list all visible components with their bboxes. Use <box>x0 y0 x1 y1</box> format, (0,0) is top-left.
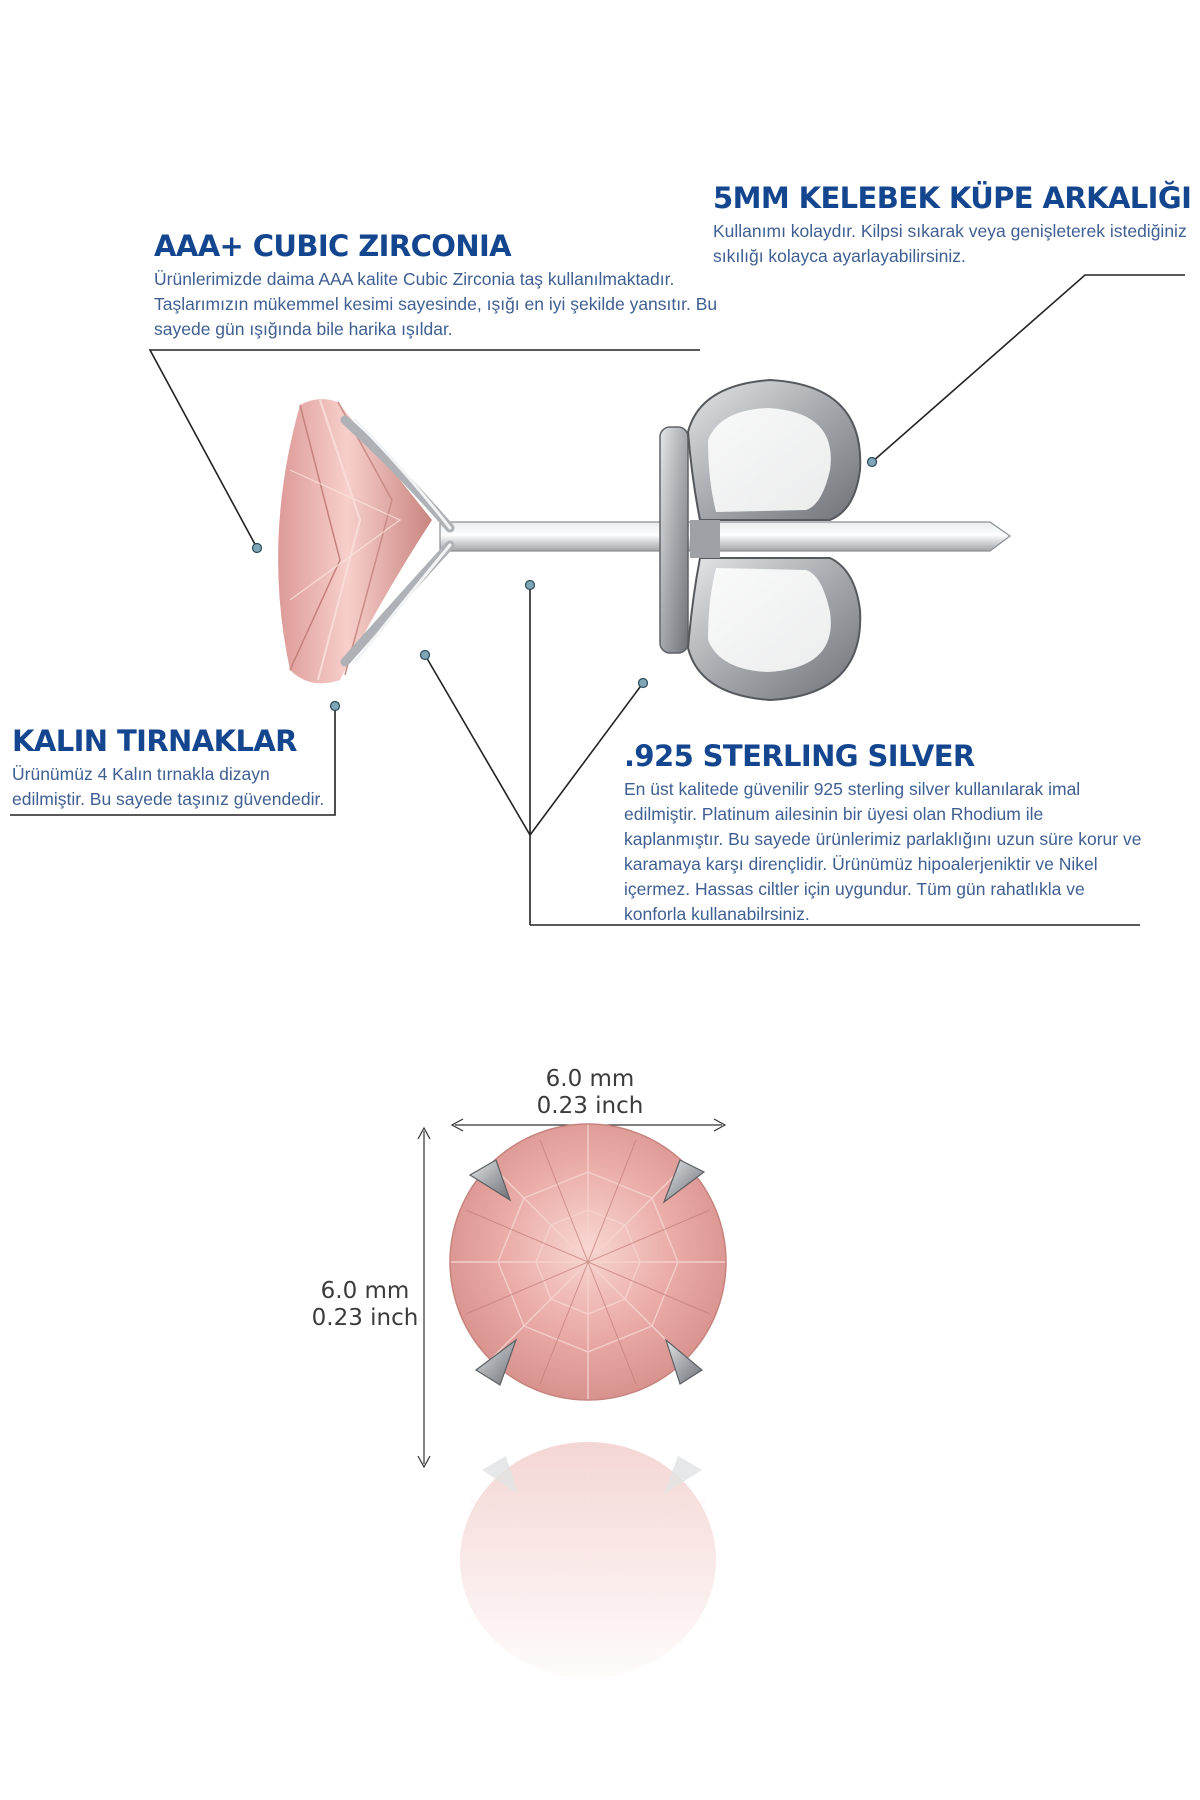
feature-butterfly-back-title: 5MM KELEBEK KÜPE ARKALIĞI <box>713 181 1192 215</box>
feature-sterling-silver <box>624 740 1144 927</box>
feature-butterfly-back <box>713 182 1193 269</box>
gem-reflection <box>440 1430 740 1700</box>
earring-post <box>440 522 1010 551</box>
feature-cubic-zirconia-text: Ürünlerimizde daima AAA kalite Cubic Zirconia taş kullanılmaktadır. Taşlarımızın mükemmel kesimi sayesinde, ışığı en iyi şekilde yansıtır. Bu sayede gün ışığında bile harika ışıldar. <box>154 269 718 340</box>
gem-side-view <box>278 399 432 683</box>
feature-butterfly-back-text: Kullanımı kolaydır. Kilpsi sıkarak veya genişleterek istediğiniz sıkılığı kolayca ayarlayabilirsiniz. <box>713 221 1187 267</box>
leader-silver-1 <box>425 655 530 835</box>
leader-butterfly-back <box>872 275 1185 462</box>
feature-prongs-text: Ürünümüz 4 Kalın tırnakla dizayn edilmiştir. Bu sayede taşınız güvendedir. <box>12 764 325 810</box>
feature-sterling-silver-title: .925 STERLING SILVER <box>624 739 975 773</box>
feature-prongs <box>12 725 327 812</box>
feature-prongs-title: KALIN TIRNAKLAR <box>12 724 297 758</box>
dimension-height-inch: 0.23 inch <box>311 1305 419 1331</box>
dimension-height <box>300 1278 430 1332</box>
feature-sterling-silver-text: En üst kalitede güvenilir 925 sterling silver kullanılarak imal edilmiştir. Platinum ailesinin bir üyesi olan Rhodium ile kaplanmıştır. Bu sayede ürünlerimiz parlaklığını uzun süre korur ve karamaya karşı dirençlidir. Ürünümüz hipoalerjeniktir ve Nikel içermez. Hassas ciltler için uygundur. Tüm gün rahatlıkla ve konforla kullanabilrsiniz. <box>624 779 1142 925</box>
gem-top-view <box>450 1124 726 1400</box>
feature-cubic-zirconia-title: AAA+ CUBIC ZIRCONIA <box>154 229 512 263</box>
dimension-width <box>490 1066 690 1120</box>
dimension-width-mm: 6.0 mm <box>545 1066 635 1092</box>
feature-cubic-zirconia <box>154 230 729 342</box>
dimension-width-inch: 0.23 inch <box>536 1093 644 1119</box>
dimension-height-mm: 6.0 mm <box>320 1278 410 1304</box>
